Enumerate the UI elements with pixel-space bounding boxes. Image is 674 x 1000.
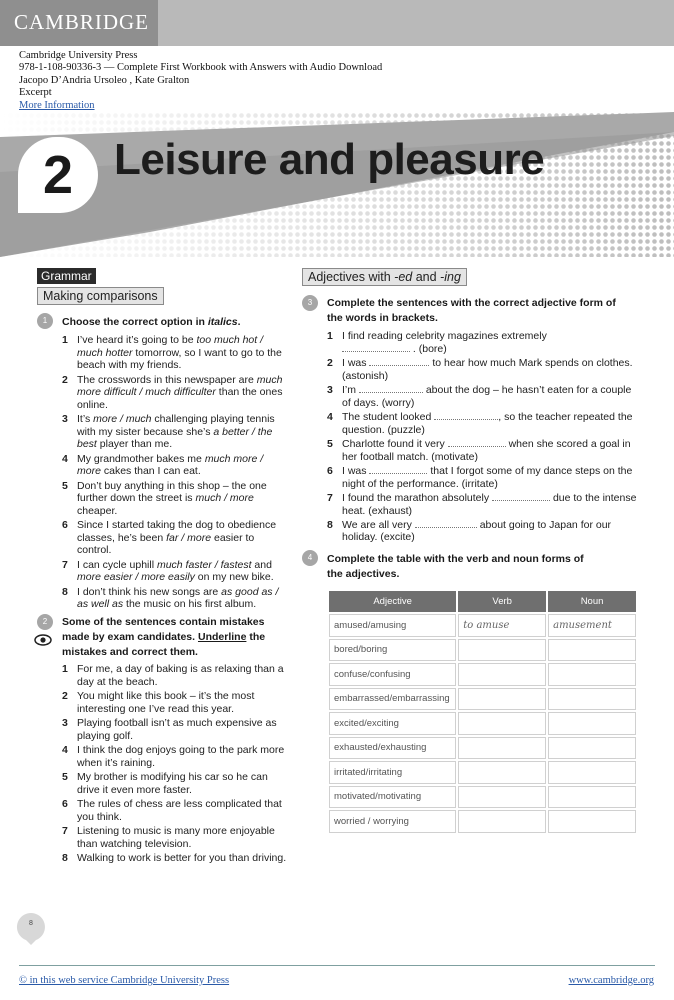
item-number: 5 (62, 479, 68, 492)
item-option[interactable]: much more / more (77, 452, 264, 478)
noun-cell[interactable]: amusement (548, 614, 636, 637)
table-row (329, 810, 636, 833)
list-item (62, 690, 287, 715)
answer-blank[interactable] (369, 465, 427, 474)
table-row (329, 737, 636, 760)
item-text: The rules of chess are less complicated that you think. (77, 797, 282, 823)
instr-part: . (237, 316, 241, 328)
item-number: 7 (327, 491, 333, 504)
item-option[interactable]: much faster / fastest (156, 558, 252, 571)
item-number: 6 (62, 519, 68, 532)
item-option[interactable]: more / much (93, 413, 152, 426)
verb-cell[interactable] (458, 737, 546, 760)
verb-cell[interactable] (458, 786, 546, 809)
list-item (62, 586, 287, 611)
logo-text: CAMBRIDGE (14, 10, 150, 34)
item-text: about the dog – he hasn’t eaten for a couple of days. (worry) (342, 383, 632, 409)
item-number: 1 (62, 663, 68, 675)
adjective-cell: irritated/irritating (329, 761, 456, 784)
answer-blank[interactable] (342, 343, 410, 352)
table-row (329, 663, 636, 686)
item-text: It’s (77, 413, 94, 426)
list-item (62, 825, 287, 850)
item-text: than the ones online. (77, 386, 283, 411)
table-row (329, 639, 636, 662)
item-option[interactable]: too much hot / much hotter (77, 334, 264, 359)
list-item (62, 480, 287, 518)
item-text: The student looked (342, 410, 432, 423)
item-number: 6 (62, 797, 68, 810)
exam-candidate-eye-icon (34, 634, 52, 646)
list-item (62, 663, 287, 688)
grammar-label: Grammar (37, 268, 96, 284)
table-row (329, 614, 636, 637)
verb-cell[interactable] (458, 663, 546, 686)
answer-blank[interactable] (492, 492, 550, 501)
item-text: I can cycle uphill (77, 558, 157, 571)
item-number: 2 (62, 689, 68, 702)
exercise-1-number: 1 (37, 313, 53, 329)
item-text: Playing football isn’t as much expensive as playing golf. (77, 716, 277, 742)
verb-cell[interactable] (458, 712, 546, 735)
item-text: I’ve heard it’s going to be (77, 334, 197, 346)
list-item (327, 330, 642, 355)
instr-part: Some of the sentences contain mistakes made by exam candidates. (62, 616, 265, 643)
exercise-1-list (62, 334, 287, 613)
item-number: 8 (62, 851, 68, 864)
list-item (62, 559, 287, 584)
list-item (62, 374, 287, 412)
noun-cell[interactable] (548, 688, 636, 711)
exercise-3-instruction: Complete the sentences with the correct adjective form of the words in brackets. (327, 297, 616, 324)
item-text: . (bore) (412, 342, 447, 355)
exercise-3-list (327, 330, 642, 546)
verb-cell[interactable] (458, 761, 546, 784)
column-header: Verb (458, 591, 546, 612)
exercise-4-instruction: Complete the table with the verb and noun forms of the adjectives. (327, 553, 584, 580)
item-number: 4 (62, 452, 68, 465)
instr-underline: Underline (197, 631, 247, 643)
item-text: Charlotte found it very (342, 437, 445, 450)
adjective-cell: excited/exciting (329, 712, 456, 735)
item-text: tomorrow, so I want to go to the beach with my friends. (77, 346, 282, 372)
answer-blank[interactable] (359, 384, 423, 393)
section-making-comparisons: Making comparisons (37, 287, 164, 305)
item-text: cakes than I can eat. (100, 465, 201, 478)
item-text: on my new bike. (194, 571, 274, 584)
item-option[interactable]: much more difficult / much difficulter (77, 373, 283, 399)
exercise-4-number: 4 (302, 550, 318, 566)
item-text: I’m (342, 383, 356, 396)
authors: Jacopo D’Andria Ursoleo , Kate Gralton (19, 74, 190, 86)
item-text: Since I started taking the dog to obedience classes, he’s been (77, 519, 277, 544)
item-number: 4 (327, 410, 333, 423)
adjective-cell: motivated/motivating (329, 786, 456, 809)
item-text: Listening to music is many more enjoyable than watching television. (77, 824, 275, 850)
list-item (327, 411, 642, 436)
item-text: For me, a day of baking is as relaxing than a day at the beach. (77, 663, 284, 688)
list-item (327, 438, 642, 463)
isbn-line: 978-1-108-90336-3 — Complete First Workbook with Answers with Audio Download (19, 62, 383, 74)
list-item (62, 334, 287, 372)
item-text: I find reading celebrity magazines extremely (342, 330, 547, 342)
page-number: 8 (29, 920, 33, 927)
list-item (327, 519, 642, 544)
publisher: Cambridge University Press (19, 50, 138, 61)
list-item (62, 744, 287, 769)
noun-cell[interactable] (548, 786, 636, 809)
table-row (329, 786, 636, 809)
item-text: to hear how much Mark spends on clothes. (astonish) (342, 356, 633, 382)
item-text: I was (342, 356, 367, 369)
exercise-2-number: 2 (37, 614, 53, 630)
noun-cell[interactable] (548, 810, 636, 833)
answer-blank[interactable] (415, 519, 477, 528)
item-number: 5 (62, 770, 68, 783)
adjective-cell: bored/boring (329, 639, 456, 662)
table-row (329, 761, 636, 784)
item-text: The crosswords in this newspaper are (77, 373, 257, 386)
item-text: I don’t think his new songs are (77, 585, 222, 598)
adjective-cell: amused/amusing (329, 614, 456, 637)
adjective-forms-table (327, 589, 638, 835)
item-number: 8 (62, 585, 68, 598)
instr-part: Choose the correct option in (62, 316, 208, 328)
item-number: 2 (62, 373, 68, 386)
answer-blank[interactable] (369, 357, 429, 366)
list-item (327, 384, 642, 409)
exercise-3-number: 3 (302, 295, 318, 311)
item-number: 1 (62, 334, 68, 346)
item-text: I think the dog enjoys going to the park more when it’s raining. (77, 743, 285, 769)
list-item (62, 413, 287, 451)
item-text: , so the teacher repeated the question. (puzzle) (342, 410, 633, 436)
item-number: 7 (62, 824, 68, 837)
list-item (62, 798, 287, 823)
instr-italic: italics (207, 316, 238, 328)
item-number: 2 (327, 356, 333, 369)
item-text: Walking to work is better for you than driving. (77, 851, 287, 864)
item-number: 3 (62, 716, 68, 729)
logo-box (0, 0, 158, 46)
adjective-cell: worried / worrying (329, 810, 456, 833)
list-item (327, 492, 642, 517)
verb-cell[interactable] (458, 810, 546, 833)
item-text: the music on his first album. (123, 598, 257, 611)
footer-website-link[interactable]: www.cambridge.org (568, 975, 654, 986)
verb-cell[interactable] (458, 639, 546, 662)
section-italic: -ing (440, 270, 461, 284)
item-text: about going to Japan for our holiday. (excite) (342, 518, 612, 544)
list-item (62, 519, 287, 557)
item-option[interactable]: far / more (166, 531, 212, 544)
unit-title: Leisure and pleasure (114, 135, 545, 184)
excerpt-label: Excerpt (19, 87, 52, 99)
exercise-2-instruction (62, 615, 287, 660)
item-number: 3 (327, 383, 333, 396)
item-text: I was (342, 464, 367, 477)
more-information-link[interactable]: More Information (19, 99, 95, 111)
noun-cell[interactable] (548, 761, 636, 784)
table-row (329, 688, 636, 711)
answer-blank[interactable] (448, 438, 506, 447)
item-option[interactable]: as good as / as well as (77, 585, 279, 611)
section-adjectives-ed-ing (302, 268, 467, 286)
item-text: due to the intense heat. (exhaust) (342, 491, 637, 517)
column-header: Adjective (329, 591, 456, 612)
item-text: when she scored a goal in her football match. (motivate) (342, 437, 631, 463)
item-text: easier to control. (77, 531, 255, 557)
noun-cell[interactable] (548, 663, 636, 686)
answer-blank[interactable] (434, 411, 498, 420)
list-item (62, 453, 287, 478)
section-italic: -ed (394, 270, 413, 284)
unit-number: 2 (42, 145, 74, 205)
item-number: 3 (62, 413, 68, 426)
footer-divider (19, 965, 655, 966)
table-header-row (329, 591, 636, 612)
list-item (62, 771, 287, 796)
adjective-cell: embarrassed/embarrassing (329, 688, 456, 711)
instr-part: the mistakes and correct them. (62, 631, 266, 658)
item-text: player than me. (96, 438, 173, 451)
cambridge-logo (14, 10, 149, 35)
item-text: challenging playing tennis with my sister because she’s (77, 413, 275, 438)
table-row (329, 712, 636, 735)
item-number: 6 (327, 464, 333, 477)
item-number: 1 (327, 330, 333, 342)
column-header: Noun (548, 591, 636, 612)
item-option[interactable]: a better / the best (77, 425, 273, 451)
noun-cell[interactable] (548, 712, 636, 735)
item-option[interactable]: more easier / more easily (77, 571, 195, 584)
verb-cell[interactable] (458, 688, 546, 711)
item-text: My brother is modifying his car so he can drive it even more faster. (77, 770, 268, 796)
list-item (62, 717, 287, 742)
noun-cell[interactable] (548, 737, 636, 760)
item-text: My grandmother bakes me (77, 452, 205, 465)
footer-copyright-link[interactable]: © in this web service Cambridge University Press (19, 975, 230, 986)
item-number: 5 (327, 437, 333, 450)
verb-cell[interactable]: to amuse (458, 614, 546, 637)
item-text: and (251, 558, 272, 571)
item-text: Don’t buy anything in this shop – the one further down the street is (77, 479, 267, 505)
section-part: and (412, 270, 441, 284)
item-text: You might like this book – it’s the most interesting one I’ve read this year. (77, 689, 255, 715)
exercise-2-list (62, 663, 287, 866)
adjective-cell: confuse/confusing (329, 663, 456, 686)
item-text: cheaper. (77, 504, 118, 517)
item-number: 8 (327, 518, 333, 531)
book-meta (19, 50, 382, 112)
item-number: 7 (62, 558, 68, 571)
item-option[interactable]: much / more (195, 492, 254, 505)
item-text: I found the marathon absolutely (342, 491, 490, 504)
adjective-cell: exhausted/exhausting (329, 737, 456, 760)
list-item (327, 357, 642, 382)
noun-cell[interactable] (548, 639, 636, 662)
exercise-1-instruction (62, 315, 292, 330)
item-text: that I forgot some of my dance steps on the night of the performance. (irritate) (342, 464, 633, 490)
list-item (62, 852, 287, 865)
item-text: We are all very (342, 518, 412, 531)
page-number-marker (16, 912, 46, 946)
item-number: 4 (62, 743, 68, 756)
section-part: Adjectives with (308, 270, 395, 284)
list-item (327, 465, 642, 490)
